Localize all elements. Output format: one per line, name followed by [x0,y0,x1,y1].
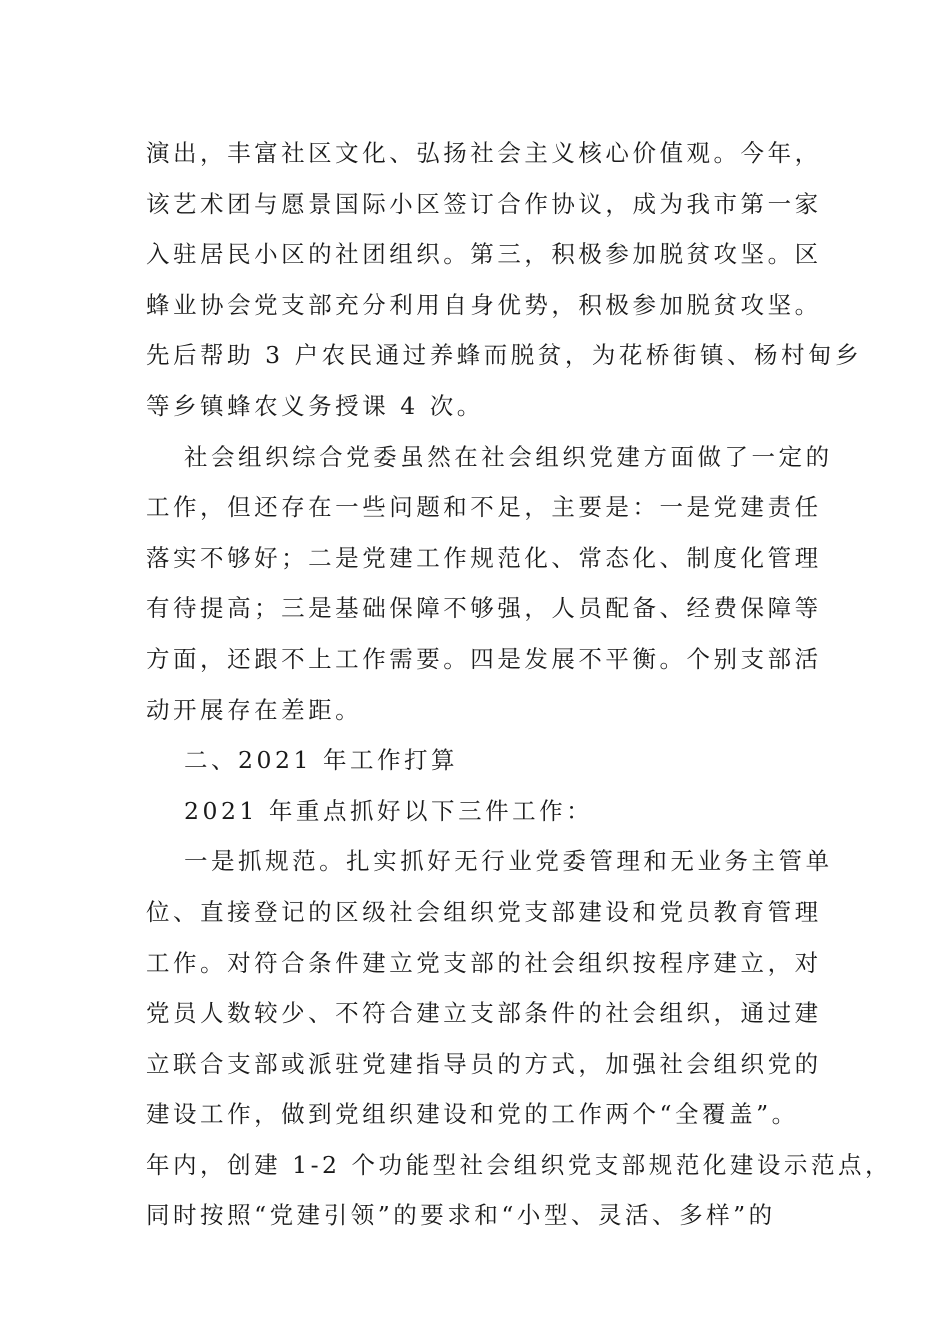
text-line: 先后帮助 3 户农民通过养蜂而脱贫，为花桥街镇、杨村甸乡 [146,341,863,370]
text-line: 位、直接登记的区级社会组织党支部建设和党员教育管理 [146,897,822,926]
text-line: 蜂业协会党支部充分利用自身优势，积极参加脱贫攻坚。 [146,290,822,319]
text-line: 工作，但还存在一些问题和不足，主要是：一是党建责任 [146,493,822,522]
text-line: 入驻居民小区的社团组织。第三，积极参加脱贫攻坚。区 [146,240,822,269]
text-line: 年内，创建 1-2 个功能型社会组织党支部规范化建设示范点， [146,1150,893,1179]
text-line: 有待提高；三是基础保障不够强，人员配备、经费保障等 [146,594,822,623]
section-heading: 二、2021 年工作打算 [184,746,459,775]
text-line: 动开展存在差距。 [146,695,363,724]
text-line: 党员人数较少、不符合建立支部条件的社会组织，通过建 [146,999,822,1028]
text-line: 建设工作，做到党组织建设和党的工作两个“全覆盖”。 [146,1100,799,1129]
text-line: 方面，还跟不上工作需要。四是发展不平衡。个别支部活 [146,644,822,673]
text-line: 工作。对符合条件建立党支部的社会组织按程序建立，对 [146,948,822,977]
text-line: 等乡镇蜂农义务授课 4 次。 [146,391,484,420]
paragraph-start-line: 社会组织综合党委虽然在社会组织党建方面做了一定的 [184,442,833,471]
text-line: 落实不够好；二是党建工作规范化、常态化、制度化管理 [146,543,822,572]
text-line: 同时按照“党建引领”的要求和“小型、灵活、多样”的 [146,1201,776,1230]
paragraph-start-line: 一是抓规范。扎实抓好无行业党委管理和无业务主管单 [184,847,833,876]
text-line: 该艺术团与愿景国际小区签订合作协议，成为我市第一家 [146,189,822,218]
text-line: 演出，丰富社区文化、弘扬社会主义核心价值观。今年， [146,139,822,167]
document-body [146,128,893,1241]
text-line: 立联合支部或派驻党建指导员的方式，加强社会组织党的 [146,1049,822,1078]
paragraph-start-line: 2021 年重点抓好以下三件工作： [184,796,594,825]
